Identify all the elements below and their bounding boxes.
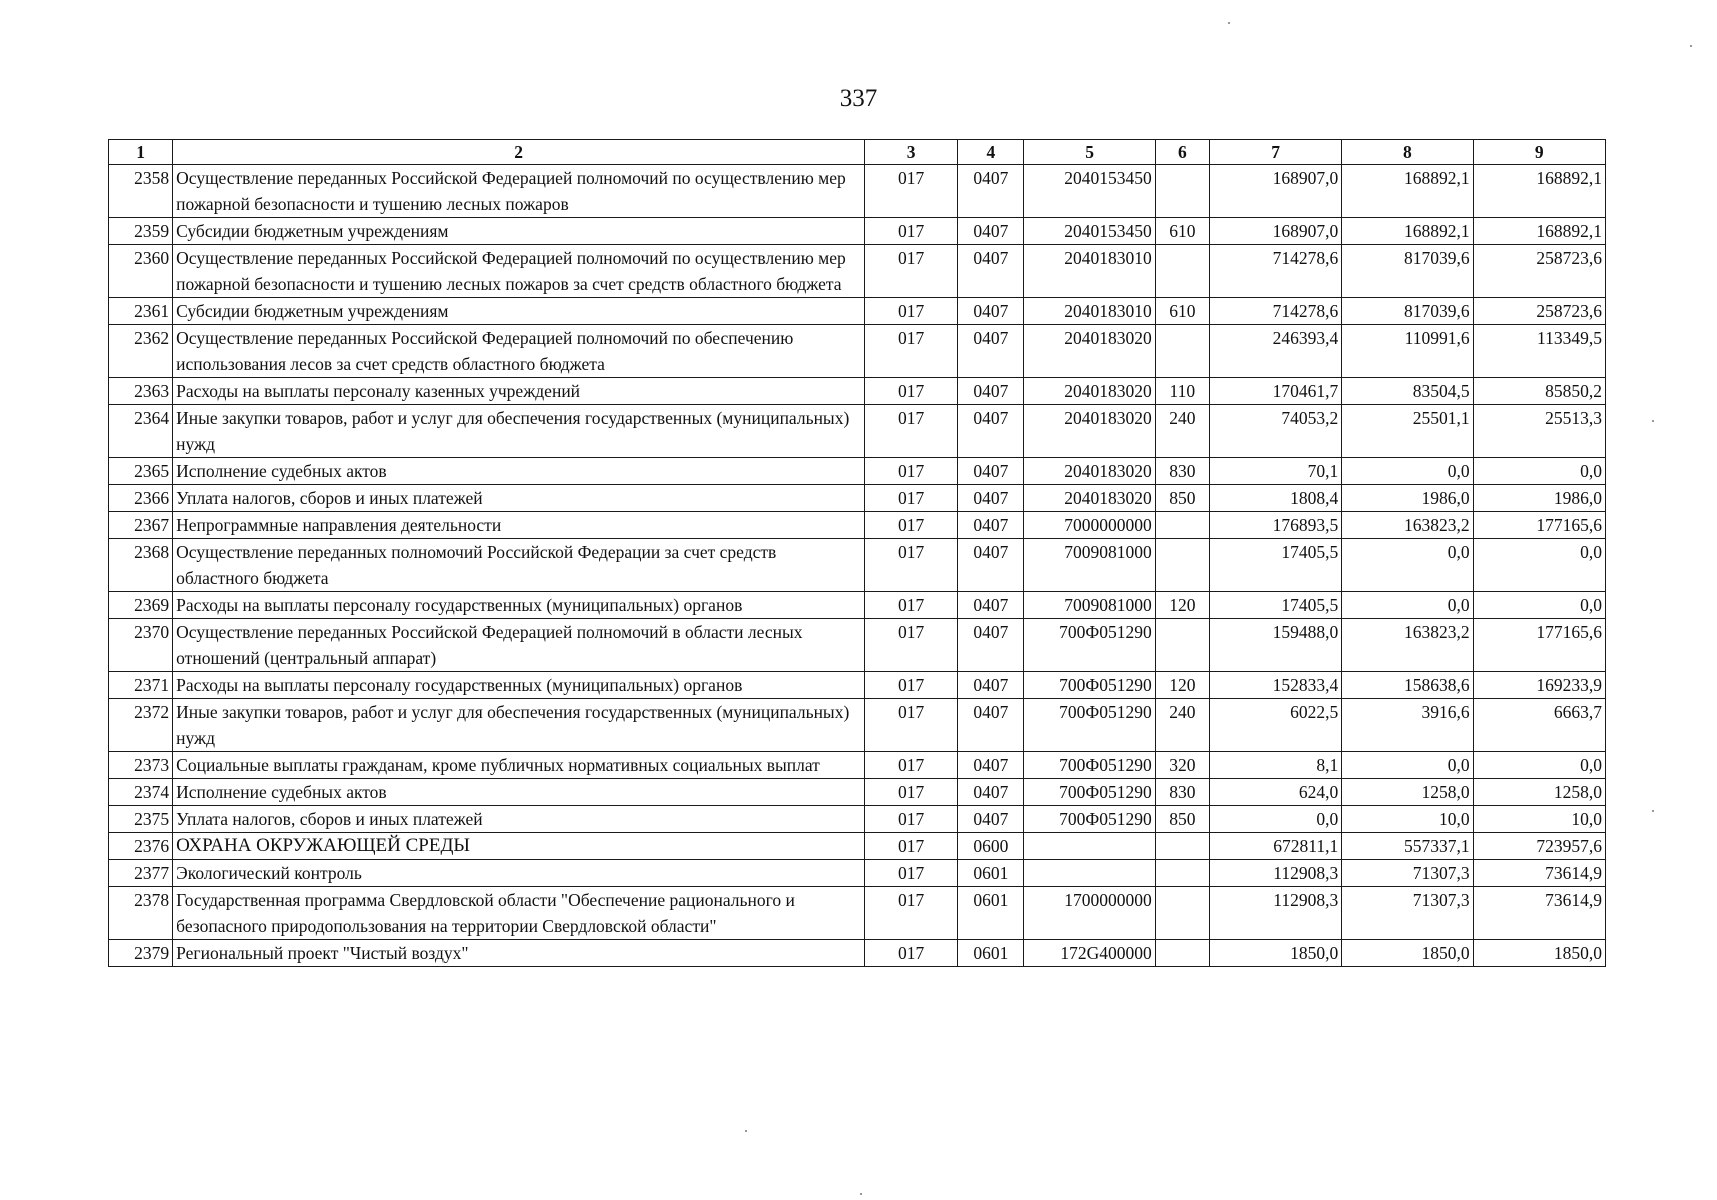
- cell-col-6: 120: [1155, 592, 1209, 619]
- cell-col-8: 0,0: [1342, 539, 1473, 592]
- row-number: 2370: [109, 619, 173, 672]
- cell-col-3: 017: [865, 860, 958, 887]
- cell-col-7: 714278,6: [1209, 298, 1341, 325]
- table-row: [109, 699, 1606, 752]
- row-number: 2360: [109, 245, 173, 298]
- table-row: [109, 672, 1606, 699]
- cell-col-4: 0407: [958, 485, 1024, 512]
- table-row: [109, 619, 1606, 672]
- column-header-4: 4: [958, 140, 1024, 165]
- cell-col-3: 017: [865, 378, 958, 405]
- cell-col-6: [1155, 833, 1209, 860]
- cell-col-6: [1155, 539, 1209, 592]
- cell-col-5: 2040153450: [1024, 218, 1155, 245]
- scan-speck: [1228, 22, 1230, 24]
- table-row: [109, 405, 1606, 458]
- cell-col-5: 700Ф051290: [1024, 752, 1155, 779]
- cell-col-9: 25513,3: [1473, 405, 1605, 458]
- cell-col-5: 172G400000: [1024, 940, 1155, 967]
- cell-col-3: 017: [865, 833, 958, 860]
- cell-col-3: 017: [865, 592, 958, 619]
- cell-col-7: 112908,3: [1209, 860, 1341, 887]
- cell-col-4: 0407: [958, 806, 1024, 833]
- cell-col-5: 7009081000: [1024, 539, 1155, 592]
- cell-col-8: 71307,3: [1342, 887, 1473, 940]
- cell-col-4: 0407: [958, 298, 1024, 325]
- column-header-9: 9: [1473, 140, 1605, 165]
- cell-col-4: 0600: [958, 833, 1024, 860]
- cell-col-9: 0,0: [1473, 592, 1605, 619]
- cell-col-8: 71307,3: [1342, 860, 1473, 887]
- budget-table: [108, 139, 1606, 967]
- column-header-8: 8: [1342, 140, 1473, 165]
- cell-col-4: 0407: [958, 325, 1024, 378]
- cell-col-3: 017: [865, 218, 958, 245]
- row-name: Непрограммные направления деятельности: [173, 512, 865, 539]
- cell-col-9: 168892,1: [1473, 165, 1605, 218]
- row-name: Осуществление переданных Российской Федерацией полномочий по осуществлению мер пожарной безопасности и тушению лесных пожаров за счет средств областного бюджета: [173, 245, 865, 298]
- cell-col-5: 2040183020: [1024, 378, 1155, 405]
- cell-col-8: 1986,0: [1342, 485, 1473, 512]
- row-name: Социальные выплаты гражданам, кроме публичных нормативных социальных выплат: [173, 752, 865, 779]
- cell-col-5: [1024, 860, 1155, 887]
- cell-col-3: 017: [865, 298, 958, 325]
- table-row: [109, 325, 1606, 378]
- cell-col-6: [1155, 887, 1209, 940]
- cell-col-7: 159488,0: [1209, 619, 1341, 672]
- cell-col-5: 2040183020: [1024, 325, 1155, 378]
- cell-col-7: 0,0: [1209, 806, 1341, 833]
- cell-col-9: 10,0: [1473, 806, 1605, 833]
- table-row: [109, 539, 1606, 592]
- cell-col-9: 0,0: [1473, 539, 1605, 592]
- cell-col-6: 240: [1155, 699, 1209, 752]
- cell-col-3: 017: [865, 539, 958, 592]
- row-name: Уплата налогов, сборов и иных платежей: [173, 806, 865, 833]
- cell-col-7: 152833,4: [1209, 672, 1341, 699]
- table-row: [109, 165, 1606, 218]
- cell-col-3: 017: [865, 485, 958, 512]
- cell-col-8: 83504,5: [1342, 378, 1473, 405]
- row-number: 2359: [109, 218, 173, 245]
- cell-col-4: 0407: [958, 539, 1024, 592]
- scan-speck: [1652, 810, 1654, 812]
- cell-col-9: 723957,6: [1473, 833, 1605, 860]
- table-row: [109, 298, 1606, 325]
- cell-col-8: 1258,0: [1342, 779, 1473, 806]
- cell-col-8: 10,0: [1342, 806, 1473, 833]
- row-number: 2377: [109, 860, 173, 887]
- cell-col-3: 017: [865, 405, 958, 458]
- table-row: [109, 833, 1606, 860]
- cell-col-9: 1986,0: [1473, 485, 1605, 512]
- row-name: Исполнение судебных актов: [173, 779, 865, 806]
- cell-col-8: 3916,6: [1342, 699, 1473, 752]
- row-number: 2376: [109, 833, 173, 860]
- row-name: Осуществление переданных полномочий Российской Федерации за счет средств областного бюджета: [173, 539, 865, 592]
- row-number: 2365: [109, 458, 173, 485]
- cell-col-4: 0407: [958, 405, 1024, 458]
- row-name: Уплата налогов, сборов и иных платежей: [173, 485, 865, 512]
- cell-col-3: 017: [865, 806, 958, 833]
- table-row: [109, 378, 1606, 405]
- cell-col-8: 1850,0: [1342, 940, 1473, 967]
- cell-col-8: 110991,6: [1342, 325, 1473, 378]
- cell-col-9: 258723,6: [1473, 298, 1605, 325]
- cell-col-4: 0601: [958, 860, 1024, 887]
- cell-col-4: 0601: [958, 887, 1024, 940]
- row-name: Осуществление переданных Российской Федерацией полномочий по осуществлению мер пожарной безопасности и тушению лесных пожаров: [173, 165, 865, 218]
- row-number: 2371: [109, 672, 173, 699]
- row-number: 2364: [109, 405, 173, 458]
- cell-col-4: 0407: [958, 779, 1024, 806]
- table-row: [109, 752, 1606, 779]
- cell-col-3: 017: [865, 619, 958, 672]
- row-name: ОХРАНА ОКРУЖАЮЩЕЙ СРЕДЫ: [173, 833, 865, 860]
- column-header-2: 2: [173, 140, 865, 165]
- column-header-7: 7: [1209, 140, 1341, 165]
- cell-col-7: 17405,5: [1209, 539, 1341, 592]
- cell-col-5: 7009081000: [1024, 592, 1155, 619]
- cell-col-4: 0407: [958, 512, 1024, 539]
- cell-col-9: 168892,1: [1473, 218, 1605, 245]
- table-row: [109, 860, 1606, 887]
- cell-col-5: 1700000000: [1024, 887, 1155, 940]
- header-row: [109, 140, 1606, 165]
- cell-col-7: 70,1: [1209, 458, 1341, 485]
- cell-col-3: 017: [865, 887, 958, 940]
- cell-col-7: 246393,4: [1209, 325, 1341, 378]
- cell-col-9: 113349,5: [1473, 325, 1605, 378]
- cell-col-4: 0601: [958, 940, 1024, 967]
- row-number: 2362: [109, 325, 173, 378]
- row-number: 2366: [109, 485, 173, 512]
- row-name: Иные закупки товаров, работ и услуг для обеспечения государственных (муниципальных) нужд: [173, 405, 865, 458]
- cell-col-7: 17405,5: [1209, 592, 1341, 619]
- cell-col-6: [1155, 165, 1209, 218]
- column-header-6: 6: [1155, 140, 1209, 165]
- cell-col-7: 1808,4: [1209, 485, 1341, 512]
- row-name: Субсидии бюджетным учреждениям: [173, 218, 865, 245]
- cell-col-8: 163823,2: [1342, 512, 1473, 539]
- row-name: Осуществление переданных Российской Федерацией полномочий в области лесных отношений (центральный аппарат): [173, 619, 865, 672]
- cell-col-6: 110: [1155, 378, 1209, 405]
- cell-col-3: 017: [865, 672, 958, 699]
- cell-col-7: 74053,2: [1209, 405, 1341, 458]
- row-number: 2375: [109, 806, 173, 833]
- table-row: [109, 245, 1606, 298]
- cell-col-9: 73614,9: [1473, 887, 1605, 940]
- cell-col-8: 25501,1: [1342, 405, 1473, 458]
- cell-col-6: 850: [1155, 485, 1209, 512]
- row-number: 2372: [109, 699, 173, 752]
- row-number: 2361: [109, 298, 173, 325]
- cell-col-4: 0407: [958, 619, 1024, 672]
- cell-col-9: 0,0: [1473, 458, 1605, 485]
- cell-col-3: 017: [865, 165, 958, 218]
- cell-col-3: 017: [865, 779, 958, 806]
- column-header-5: 5: [1024, 140, 1155, 165]
- cell-col-7: 170461,7: [1209, 378, 1341, 405]
- cell-col-3: 017: [865, 512, 958, 539]
- table-row: [109, 887, 1606, 940]
- cell-col-7: 168907,0: [1209, 165, 1341, 218]
- table-body: [109, 165, 1606, 967]
- cell-col-4: 0407: [958, 165, 1024, 218]
- cell-col-9: 169233,9: [1473, 672, 1605, 699]
- cell-col-8: 0,0: [1342, 592, 1473, 619]
- row-number: 2368: [109, 539, 173, 592]
- row-name: Экологический контроль: [173, 860, 865, 887]
- scan-speck: [1690, 45, 1692, 47]
- row-number: 2369: [109, 592, 173, 619]
- cell-col-9: 177165,6: [1473, 619, 1605, 672]
- cell-col-6: 240: [1155, 405, 1209, 458]
- cell-col-7: 6022,5: [1209, 699, 1341, 752]
- row-name: Иные закупки товаров, работ и услуг для обеспечения государственных (муниципальных) нужд: [173, 699, 865, 752]
- cell-col-8: 158638,6: [1342, 672, 1473, 699]
- row-number: 2358: [109, 165, 173, 218]
- cell-col-7: 1850,0: [1209, 940, 1341, 967]
- cell-col-6: 610: [1155, 218, 1209, 245]
- cell-col-5: 700Ф051290: [1024, 619, 1155, 672]
- cell-col-7: 714278,6: [1209, 245, 1341, 298]
- cell-col-7: 672811,1: [1209, 833, 1341, 860]
- cell-col-7: 112908,3: [1209, 887, 1341, 940]
- cell-col-8: 168892,1: [1342, 165, 1473, 218]
- cell-col-8: 817039,6: [1342, 298, 1473, 325]
- cell-col-7: 176893,5: [1209, 512, 1341, 539]
- cell-col-9: 73614,9: [1473, 860, 1605, 887]
- cell-col-7: 624,0: [1209, 779, 1341, 806]
- row-name: Исполнение судебных актов: [173, 458, 865, 485]
- cell-col-5: 700Ф051290: [1024, 779, 1155, 806]
- cell-col-5: 700Ф051290: [1024, 699, 1155, 752]
- cell-col-4: 0407: [958, 752, 1024, 779]
- row-number: 2373: [109, 752, 173, 779]
- scan-speck: [745, 1130, 747, 1132]
- table-row: [109, 218, 1606, 245]
- table-row: [109, 458, 1606, 485]
- cell-col-9: 85850,2: [1473, 378, 1605, 405]
- cell-col-6: 850: [1155, 806, 1209, 833]
- cell-col-5: 2040183010: [1024, 298, 1155, 325]
- cell-col-6: [1155, 940, 1209, 967]
- table-row: [109, 592, 1606, 619]
- cell-col-8: 817039,6: [1342, 245, 1473, 298]
- row-number: 2367: [109, 512, 173, 539]
- cell-col-6: 320: [1155, 752, 1209, 779]
- cell-col-3: 017: [865, 752, 958, 779]
- cell-col-9: 1850,0: [1473, 940, 1605, 967]
- row-number: 2378: [109, 887, 173, 940]
- table-row: [109, 512, 1606, 539]
- cell-col-7: 168907,0: [1209, 218, 1341, 245]
- cell-col-4: 0407: [958, 378, 1024, 405]
- cell-col-4: 0407: [958, 458, 1024, 485]
- scan-speck: [860, 1193, 862, 1195]
- row-name: Осуществление переданных Российской Федерацией полномочий по обеспечению использования лесов за счет средств областного бюджета: [173, 325, 865, 378]
- row-name: Расходы на выплаты персоналу государственных (муниципальных) органов: [173, 672, 865, 699]
- cell-col-5: 700Ф051290: [1024, 806, 1155, 833]
- cell-col-8: 168892,1: [1342, 218, 1473, 245]
- cell-col-5: 2040153450: [1024, 165, 1155, 218]
- cell-col-6: [1155, 860, 1209, 887]
- cell-col-4: 0407: [958, 672, 1024, 699]
- row-name: Субсидии бюджетным учреждениям: [173, 298, 865, 325]
- cell-col-6: 610: [1155, 298, 1209, 325]
- cell-col-9: 6663,7: [1473, 699, 1605, 752]
- column-header-3: 3: [865, 140, 958, 165]
- page-number: 337: [839, 85, 878, 112]
- cell-col-8: 0,0: [1342, 752, 1473, 779]
- table-row: [109, 806, 1606, 833]
- cell-col-4: 0407: [958, 592, 1024, 619]
- cell-col-6: 120: [1155, 672, 1209, 699]
- cell-col-6: 830: [1155, 458, 1209, 485]
- row-name: Государственная программа Свердловской области "Обеспечение рационального и безопасного природопользования на территории Свердловской области": [173, 887, 865, 940]
- cell-col-3: 017: [865, 325, 958, 378]
- cell-col-6: [1155, 325, 1209, 378]
- cell-col-5: 7000000000: [1024, 512, 1155, 539]
- cell-col-8: 557337,1: [1342, 833, 1473, 860]
- cell-col-6: [1155, 245, 1209, 298]
- cell-col-9: 0,0: [1473, 752, 1605, 779]
- row-number: 2363: [109, 378, 173, 405]
- cell-col-3: 017: [865, 699, 958, 752]
- cell-col-9: 1258,0: [1473, 779, 1605, 806]
- cell-col-3: 017: [865, 245, 958, 298]
- scan-speck: [1652, 420, 1654, 422]
- cell-col-9: 177165,6: [1473, 512, 1605, 539]
- cell-col-4: 0407: [958, 699, 1024, 752]
- cell-col-5: 700Ф051290: [1024, 672, 1155, 699]
- cell-col-3: 017: [865, 458, 958, 485]
- cell-col-5: 2040183020: [1024, 405, 1155, 458]
- cell-col-3: 017: [865, 940, 958, 967]
- table-row: [109, 940, 1606, 967]
- cell-col-8: 0,0: [1342, 458, 1473, 485]
- cell-col-5: 2040183020: [1024, 458, 1155, 485]
- cell-col-5: 2040183020: [1024, 485, 1155, 512]
- table-row: [109, 779, 1606, 806]
- cell-col-5: 2040183010: [1024, 245, 1155, 298]
- cell-col-7: 8,1: [1209, 752, 1341, 779]
- row-name: Расходы на выплаты персоналу государственных (муниципальных) органов: [173, 592, 865, 619]
- column-header-1: 1: [109, 140, 173, 165]
- cell-col-9: 258723,6: [1473, 245, 1605, 298]
- table-row: [109, 485, 1606, 512]
- row-name: Региональный проект "Чистый воздух": [173, 940, 865, 967]
- cell-col-6: [1155, 512, 1209, 539]
- cell-col-4: 0407: [958, 218, 1024, 245]
- cell-col-8: 163823,2: [1342, 619, 1473, 672]
- cell-col-5: [1024, 833, 1155, 860]
- row-name: Расходы на выплаты персоналу казенных учреждений: [173, 378, 865, 405]
- row-number: 2379: [109, 940, 173, 967]
- cell-col-4: 0407: [958, 245, 1024, 298]
- cell-col-6: 830: [1155, 779, 1209, 806]
- row-number: 2374: [109, 779, 173, 806]
- cell-col-6: [1155, 619, 1209, 672]
